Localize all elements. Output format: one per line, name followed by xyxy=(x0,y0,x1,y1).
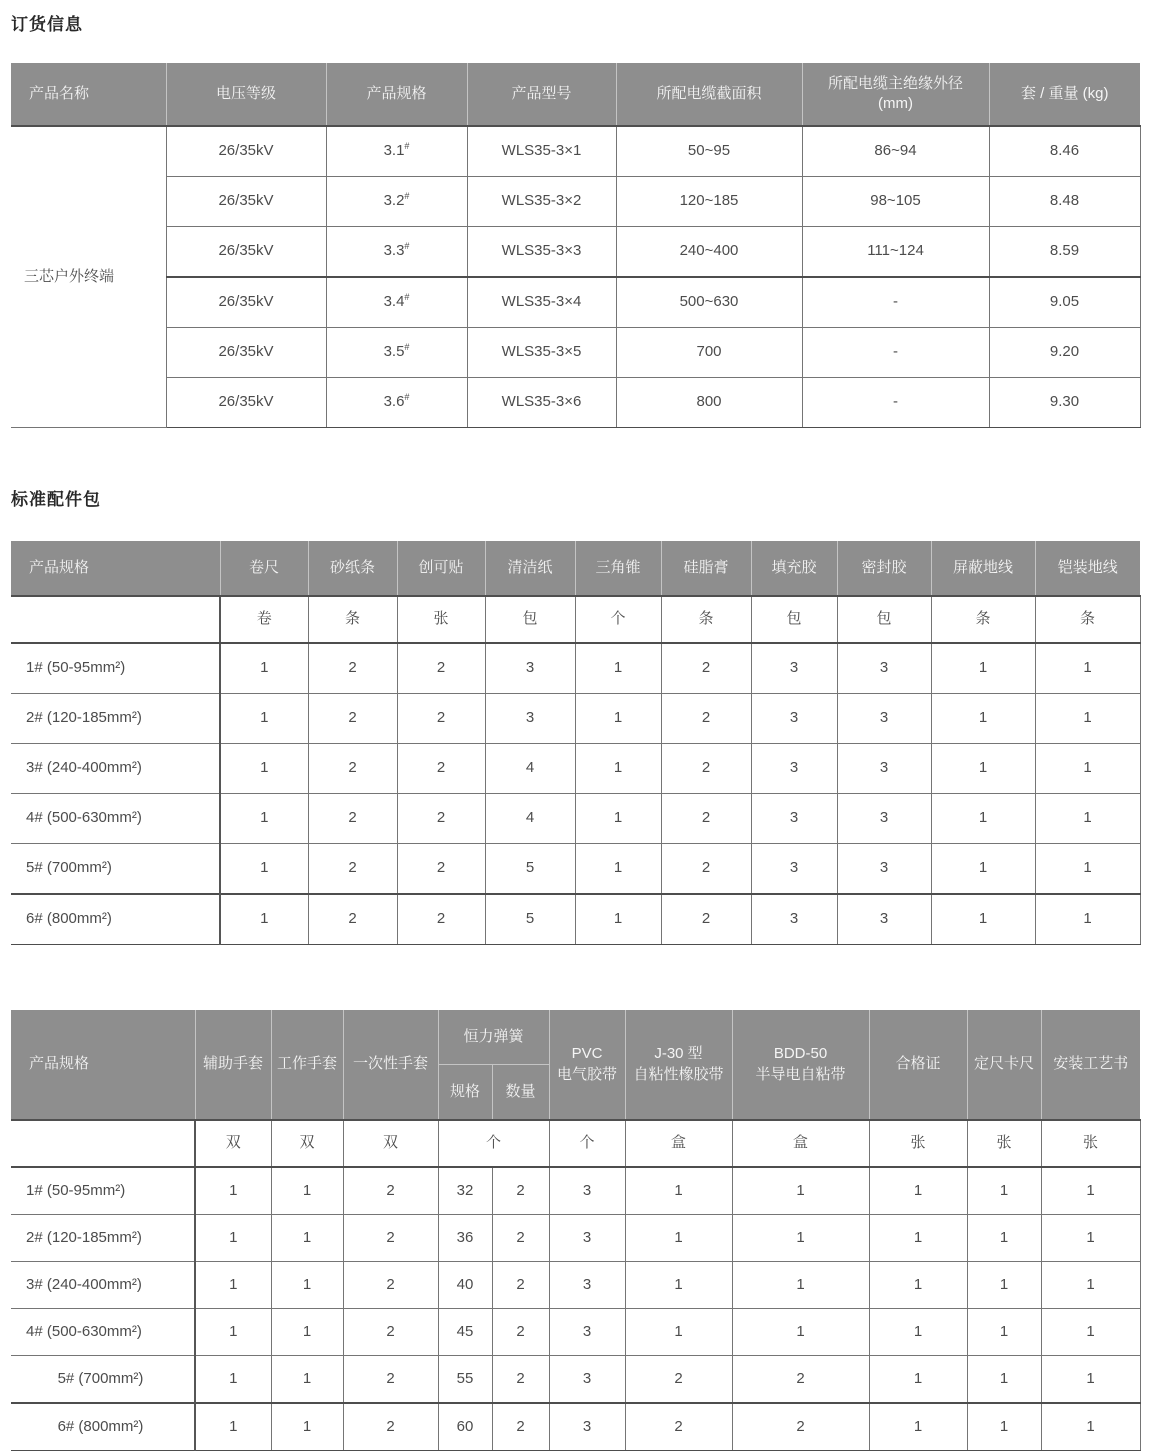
quantity-cell: 1 xyxy=(575,694,661,744)
quantity-cell: 2 xyxy=(625,1403,732,1451)
quantity-cell: 1 xyxy=(1041,1356,1140,1404)
column-header: 创可贴 xyxy=(397,541,485,596)
weight-cell: 9.20 xyxy=(989,328,1140,378)
insulation-od-cell: 111~124 xyxy=(802,227,989,278)
voltage-cell: 26/35kV xyxy=(166,328,326,378)
column-header: PVC 电气胶带 xyxy=(549,1010,625,1120)
quantity-cell: 3 xyxy=(837,794,931,844)
weight-cell: 8.48 xyxy=(989,177,1140,227)
cable-section-cell: 800 xyxy=(616,378,802,428)
unit-cell: 双 xyxy=(271,1120,343,1167)
unit-cell: 个 xyxy=(549,1120,625,1167)
column-header: 电压等级 xyxy=(166,63,326,126)
weight-cell: 9.30 xyxy=(989,378,1140,428)
quantity-cell: 45 xyxy=(438,1309,492,1356)
column-header: 合格证 xyxy=(869,1010,967,1120)
unit-cell: 条 xyxy=(931,596,1035,643)
quantity-cell: 1 xyxy=(1041,1403,1140,1451)
quantity-cell: 1 xyxy=(869,1403,967,1451)
quantity-cell: 1 xyxy=(575,844,661,895)
quantity-cell: 2 xyxy=(308,744,397,794)
quantity-cell: 1 xyxy=(1035,694,1140,744)
voltage-cell: 26/35kV xyxy=(166,277,326,328)
quantity-cell: 1 xyxy=(1035,744,1140,794)
quantity-cell: 1 xyxy=(195,1215,271,1262)
quantity-cell: 1 xyxy=(220,794,308,844)
unit-cell: 个 xyxy=(575,596,661,643)
unit-cell: 张 xyxy=(1041,1120,1140,1167)
quantity-cell: 55 xyxy=(438,1356,492,1404)
row-label: 5# (700mm²) xyxy=(11,844,220,895)
insulation-od-cell: - xyxy=(802,378,989,428)
quantity-cell: 3 xyxy=(549,1403,625,1451)
column-header: 填充胶 xyxy=(751,541,837,596)
voltage-cell: 26/35kV xyxy=(166,227,326,278)
quantity-cell: 1 xyxy=(271,1356,343,1404)
column-header: 所配电缆截面积 xyxy=(616,63,802,126)
spec-cell: 3.6# xyxy=(326,378,467,428)
quantity-cell: 2 xyxy=(492,1403,549,1451)
column-header: 安装工艺书 xyxy=(1041,1010,1140,1120)
row-label: 2# (120-185mm²) xyxy=(11,694,220,744)
spec-cell: 3.2# xyxy=(326,177,467,227)
row-label: 2# (120-185mm²) xyxy=(11,1215,195,1262)
quantity-cell: 1 xyxy=(220,844,308,895)
quantity-cell: 1 xyxy=(732,1309,869,1356)
quantity-cell: 3 xyxy=(549,1167,625,1215)
voltage-cell: 26/35kV xyxy=(166,378,326,428)
unit-cell: 个 xyxy=(438,1120,549,1167)
quantity-cell: 1 xyxy=(625,1309,732,1356)
insulation-od-cell: - xyxy=(802,328,989,378)
quantity-cell: 1 xyxy=(220,744,308,794)
voltage-cell: 26/35kV xyxy=(166,177,326,227)
column-header: 三角锥 xyxy=(575,541,661,596)
column-header: 硅脂膏 xyxy=(661,541,751,596)
quantity-cell: 1 xyxy=(1041,1215,1140,1262)
accessories-table-2-header xyxy=(11,1010,1140,1120)
insulation-od-cell: - xyxy=(802,277,989,328)
quantity-cell: 3 xyxy=(751,794,837,844)
unit-cell: 双 xyxy=(343,1120,438,1167)
quantity-cell: 2 xyxy=(661,744,751,794)
quantity-cell: 5 xyxy=(485,894,575,945)
column-header: 所配电缆主绝缘外径 (mm) xyxy=(802,63,989,126)
quantity-cell: 2 xyxy=(661,794,751,844)
quantity-cell: 3 xyxy=(751,844,837,895)
cable-section-cell: 700 xyxy=(616,328,802,378)
quantity-cell: 1 xyxy=(931,694,1035,744)
row-label: 1# (50-95mm²) xyxy=(11,643,220,694)
quantity-cell: 1 xyxy=(575,643,661,694)
quantity-cell: 1 xyxy=(732,1215,869,1262)
ordering-table-body xyxy=(11,126,1140,428)
sub-column-header: 数量 xyxy=(492,1065,549,1121)
quantity-cell: 1 xyxy=(220,643,308,694)
quantity-cell: 2 xyxy=(343,1262,438,1309)
model-cell: WLS35-3×5 xyxy=(467,328,616,378)
cable-section-cell: 50~95 xyxy=(616,126,802,177)
quantity-cell: 3 xyxy=(837,643,931,694)
quantity-cell: 1 xyxy=(869,1262,967,1309)
spec-cell: 3.5# xyxy=(326,328,467,378)
unit-cell: 盒 xyxy=(732,1120,869,1167)
weight-cell: 8.59 xyxy=(989,227,1140,278)
ordering-table xyxy=(11,63,1141,428)
table-row xyxy=(11,1120,1140,1167)
column-header: 辅助手套 xyxy=(195,1010,271,1120)
unit-cell: 条 xyxy=(1035,596,1140,643)
quantity-cell: 1 xyxy=(967,1167,1041,1215)
unit-cell: 包 xyxy=(751,596,837,643)
quantity-cell: 2 xyxy=(343,1403,438,1451)
quantity-cell: 1 xyxy=(931,794,1035,844)
quantity-cell: 3 xyxy=(837,894,931,945)
quantity-cell: 2 xyxy=(308,643,397,694)
model-cell: WLS35-3×3 xyxy=(467,227,616,278)
weight-cell: 9.05 xyxy=(989,277,1140,328)
table-row xyxy=(11,844,1140,895)
quantity-cell: 3 xyxy=(751,694,837,744)
unit-cell: 包 xyxy=(485,596,575,643)
quantity-cell: 1 xyxy=(967,1403,1041,1451)
quantity-cell: 2 xyxy=(492,1262,549,1309)
unit-cell: 卷 xyxy=(220,596,308,643)
accessories-table-1-header xyxy=(11,541,1140,596)
quantity-cell: 3 xyxy=(485,694,575,744)
sub-column-header: 规格 xyxy=(438,1065,492,1121)
quantity-cell: 40 xyxy=(438,1262,492,1309)
quantity-cell: 1 xyxy=(271,1262,343,1309)
quantity-cell: 2 xyxy=(732,1403,869,1451)
quantity-cell: 5 xyxy=(485,844,575,895)
quantity-cell: 3 xyxy=(837,744,931,794)
quantity-cell: 2 xyxy=(661,844,751,895)
table-row xyxy=(11,694,1140,744)
quantity-cell: 2 xyxy=(492,1215,549,1262)
column-header: 工作手套 xyxy=(271,1010,343,1120)
column-header: 砂纸条 xyxy=(308,541,397,596)
quantity-cell: 2 xyxy=(343,1215,438,1262)
insulation-od-cell: 86~94 xyxy=(802,126,989,177)
column-group-header: 恒力弹簧 xyxy=(438,1010,549,1065)
row-label: 4# (500-630mm²) xyxy=(11,794,220,844)
quantity-cell: 1 xyxy=(869,1309,967,1356)
column-header: 套 / 重量 (kg) xyxy=(989,63,1140,126)
quantity-cell: 1 xyxy=(271,1309,343,1356)
quantity-cell: 2 xyxy=(625,1356,732,1404)
row-label: 1# (50-95mm²) xyxy=(11,1167,195,1215)
section-title-ordering: 订货信息 xyxy=(11,15,83,34)
quantity-cell: 2 xyxy=(661,694,751,744)
column-header: 卷尺 xyxy=(220,541,308,596)
quantity-cell: 1 xyxy=(195,1262,271,1309)
column-header: 清洁纸 xyxy=(485,541,575,596)
quantity-cell: 2 xyxy=(492,1309,549,1356)
table-row xyxy=(11,744,1140,794)
quantity-cell: 1 xyxy=(869,1167,967,1215)
quantity-cell: 1 xyxy=(931,643,1035,694)
column-header: J-30 型 自粘性橡胶带 xyxy=(625,1010,732,1120)
cable-section-cell: 500~630 xyxy=(616,277,802,328)
quantity-cell: 1 xyxy=(195,1403,271,1451)
quantity-cell: 1 xyxy=(271,1167,343,1215)
table-row xyxy=(11,794,1140,844)
quantity-cell: 3 xyxy=(751,894,837,945)
quantity-cell: 2 xyxy=(343,1309,438,1356)
column-header: 屏蔽地线 xyxy=(931,541,1035,596)
quantity-cell: 2 xyxy=(397,643,485,694)
column-header: 产品规格 xyxy=(11,541,220,596)
quantity-cell: 1 xyxy=(625,1215,732,1262)
unit-label-spacer xyxy=(11,1120,195,1167)
quantity-cell: 3 xyxy=(549,1215,625,1262)
column-header: 铠装地线 xyxy=(1035,541,1140,596)
quantity-cell: 1 xyxy=(575,894,661,945)
cable-section-cell: 240~400 xyxy=(616,227,802,278)
quantity-cell: 2 xyxy=(397,844,485,895)
row-label: 6# (800mm²) xyxy=(11,1403,195,1451)
quantity-cell: 2 xyxy=(732,1356,869,1404)
column-header: 产品型号 xyxy=(467,63,616,126)
model-cell: WLS35-3×4 xyxy=(467,277,616,328)
quantity-cell: 1 xyxy=(1035,643,1140,694)
quantity-cell: 1 xyxy=(271,1215,343,1262)
quantity-cell: 1 xyxy=(869,1215,967,1262)
spec-cell: 3.1# xyxy=(326,126,467,177)
quantity-cell: 1 xyxy=(195,1167,271,1215)
quantity-cell: 2 xyxy=(397,794,485,844)
table-row xyxy=(11,227,1140,278)
accessories-table-2 xyxy=(11,1010,1141,1451)
ordering-table-header xyxy=(11,63,1140,126)
unit-cell: 张 xyxy=(869,1120,967,1167)
unit-cell: 张 xyxy=(397,596,485,643)
quantity-cell: 2 xyxy=(308,794,397,844)
quantity-cell: 1 xyxy=(1035,894,1140,945)
section-title-accessories: 标准配件包 xyxy=(11,490,101,509)
quantity-cell: 1 xyxy=(1041,1262,1140,1309)
table-row xyxy=(11,596,1140,643)
quantity-cell: 1 xyxy=(220,894,308,945)
quantity-cell: 1 xyxy=(967,1262,1041,1309)
cable-section-cell: 120~185 xyxy=(616,177,802,227)
table-row xyxy=(11,126,1140,177)
unit-cell: 包 xyxy=(837,596,931,643)
model-cell: WLS35-3×6 xyxy=(467,378,616,428)
quantity-cell: 2 xyxy=(397,694,485,744)
row-label: 3# (240-400mm²) xyxy=(11,744,220,794)
quantity-cell: 3 xyxy=(751,643,837,694)
quantity-cell: 1 xyxy=(732,1167,869,1215)
quantity-cell: 1 xyxy=(195,1356,271,1404)
quantity-cell: 1 xyxy=(869,1356,967,1404)
quantity-cell: 1 xyxy=(195,1309,271,1356)
voltage-cell: 26/35kV xyxy=(166,126,326,177)
table-row xyxy=(11,894,1140,945)
quantity-cell: 1 xyxy=(1041,1167,1140,1215)
quantity-cell: 1 xyxy=(575,794,661,844)
quantity-cell: 4 xyxy=(485,744,575,794)
quantity-cell: 1 xyxy=(271,1403,343,1451)
quantity-cell: 60 xyxy=(438,1403,492,1451)
table-row xyxy=(11,1215,1140,1262)
quantity-cell: 2 xyxy=(308,844,397,895)
accessories-table-1-body xyxy=(11,596,1140,945)
quantity-cell: 1 xyxy=(1041,1309,1140,1356)
table-row xyxy=(11,1010,1140,1065)
quantity-cell: 3 xyxy=(549,1262,625,1309)
quantity-cell: 1 xyxy=(931,894,1035,945)
quantity-cell: 1 xyxy=(1035,794,1140,844)
table-row xyxy=(11,1262,1140,1309)
column-header: 密封胶 xyxy=(837,541,931,596)
table-row xyxy=(11,1309,1140,1356)
quantity-cell: 4 xyxy=(485,794,575,844)
spec-cell: 3.3# xyxy=(326,227,467,278)
unit-cell: 条 xyxy=(308,596,397,643)
unit-cell: 双 xyxy=(195,1120,271,1167)
row-label: 4# (500-630mm²) xyxy=(11,1309,195,1356)
column-header: 产品规格 xyxy=(326,63,467,126)
table-row xyxy=(11,63,1140,126)
row-label: 3# (240-400mm²) xyxy=(11,1262,195,1309)
quantity-cell: 2 xyxy=(661,643,751,694)
unit-cell: 张 xyxy=(967,1120,1041,1167)
table-row xyxy=(11,277,1140,328)
column-header: 产品规格 xyxy=(11,1010,195,1120)
quantity-cell: 3 xyxy=(485,643,575,694)
quantity-cell: 3 xyxy=(837,844,931,895)
weight-cell: 8.46 xyxy=(989,126,1140,177)
column-header: BDD-50 半导电自粘带 xyxy=(732,1010,869,1120)
quantity-cell: 1 xyxy=(967,1309,1041,1356)
product-name-cell: 三芯户外终端 xyxy=(11,126,166,428)
table-row xyxy=(11,378,1140,428)
quantity-cell: 36 xyxy=(438,1215,492,1262)
quantity-cell: 2 xyxy=(492,1356,549,1404)
table-row xyxy=(11,1403,1140,1451)
table-row xyxy=(11,1167,1140,1215)
table-row xyxy=(11,328,1140,378)
accessories-table-1 xyxy=(11,541,1141,945)
table-row xyxy=(11,643,1140,694)
quantity-cell: 2 xyxy=(343,1356,438,1404)
quantity-cell: 2 xyxy=(397,744,485,794)
quantity-cell: 1 xyxy=(967,1356,1041,1404)
column-header: 一次性手套 xyxy=(343,1010,438,1120)
column-header: 定尺卡尺 xyxy=(967,1010,1041,1120)
model-cell: WLS35-3×1 xyxy=(467,126,616,177)
quantity-cell: 1 xyxy=(967,1215,1041,1262)
unit-cell: 盒 xyxy=(625,1120,732,1167)
quantity-cell: 1 xyxy=(931,744,1035,794)
quantity-cell: 1 xyxy=(732,1262,869,1309)
quantity-cell: 1 xyxy=(931,844,1035,895)
quantity-cell: 1 xyxy=(220,694,308,744)
unit-label-spacer xyxy=(11,596,220,643)
insulation-od-cell: 98~105 xyxy=(802,177,989,227)
unit-cell: 条 xyxy=(661,596,751,643)
quantity-cell: 2 xyxy=(343,1167,438,1215)
quantity-cell: 32 xyxy=(438,1167,492,1215)
quantity-cell: 1 xyxy=(625,1167,732,1215)
quantity-cell: 2 xyxy=(308,694,397,744)
quantity-cell: 1 xyxy=(625,1262,732,1309)
quantity-cell: 2 xyxy=(492,1167,549,1215)
quantity-cell: 3 xyxy=(837,694,931,744)
table-row xyxy=(11,1356,1140,1404)
table-row xyxy=(11,541,1140,596)
spec-cell: 3.4# xyxy=(326,277,467,328)
quantity-cell: 2 xyxy=(661,894,751,945)
column-header: 产品名称 xyxy=(11,63,166,126)
row-label: 5# (700mm²) xyxy=(11,1356,195,1404)
row-label: 6# (800mm²) xyxy=(11,894,220,945)
quantity-cell: 1 xyxy=(575,744,661,794)
quantity-cell: 1 xyxy=(1035,844,1140,895)
quantity-cell: 3 xyxy=(751,744,837,794)
quantity-cell: 2 xyxy=(397,894,485,945)
accessories-table-2-body xyxy=(11,1120,1140,1451)
quantity-cell: 3 xyxy=(549,1309,625,1356)
table-row xyxy=(11,177,1140,227)
model-cell: WLS35-3×2 xyxy=(467,177,616,227)
quantity-cell: 3 xyxy=(549,1356,625,1404)
quantity-cell: 2 xyxy=(308,894,397,945)
